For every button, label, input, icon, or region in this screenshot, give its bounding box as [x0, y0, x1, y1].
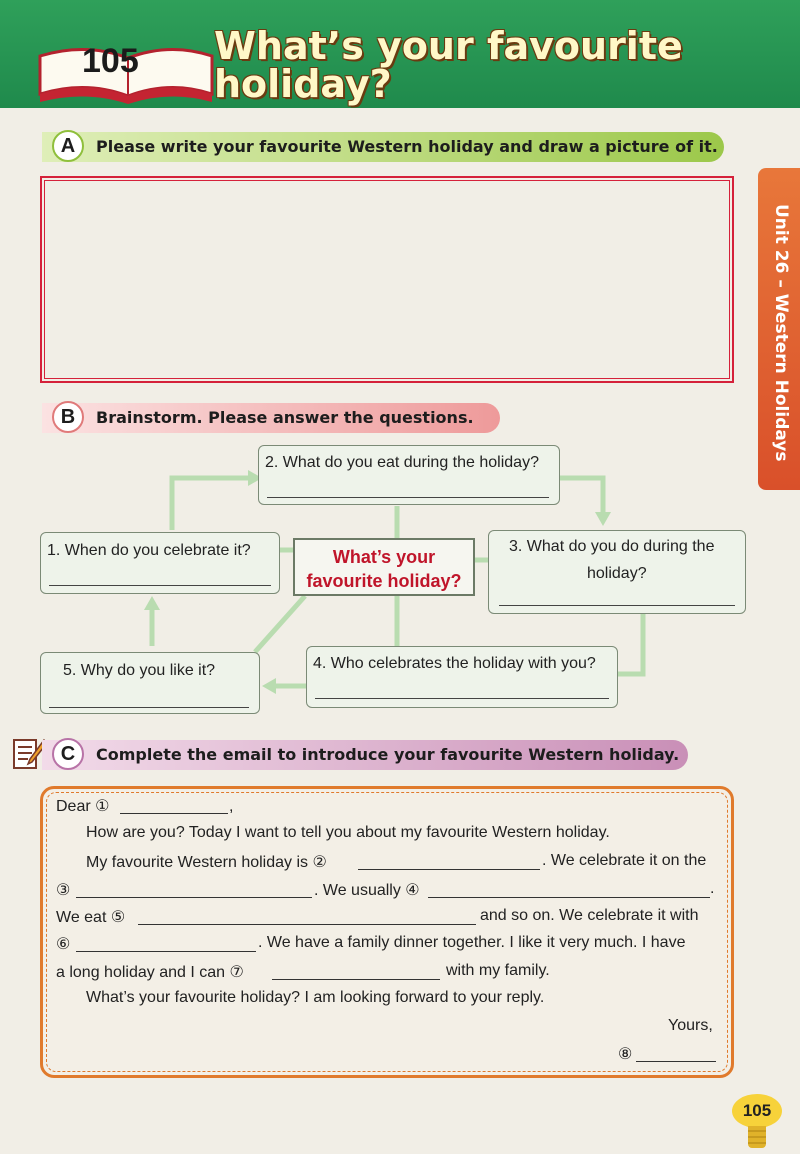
blank-4[interactable] — [428, 897, 710, 898]
question-box-5 — [40, 652, 260, 714]
question-box-3 — [488, 530, 746, 614]
section-b-instruction: Brainstorm. Please answer the questions. — [42, 403, 500, 433]
email-line-3b: . We usually ④ — [314, 882, 420, 899]
email-line-2a: My favourite Western holiday is ② — [86, 854, 327, 871]
blank-5[interactable] — [138, 924, 476, 925]
question-3-text-line1: 3. What do you do during the — [509, 538, 715, 555]
question-box-1 — [40, 532, 280, 594]
lightbulb-icon — [748, 1126, 766, 1148]
brainstorm-center-topic — [293, 538, 475, 596]
question-box-2 — [258, 445, 560, 505]
email-line-5a: ⑥ — [56, 936, 71, 953]
blank-8[interactable] — [636, 1061, 716, 1062]
page-title-line2: holiday? — [214, 62, 392, 106]
answer-line-1[interactable] — [49, 585, 271, 586]
section-c-instruction: Complete the email to introduce your favourite Western holiday. — [42, 740, 688, 770]
blank-7[interactable] — [272, 979, 440, 980]
email-line-6b: with my family. — [446, 962, 550, 979]
email-line-2b: . We celebrate it on the — [542, 852, 707, 869]
email-dear-comma: , — [229, 798, 234, 815]
email-signature-number: ⑧ — [618, 1046, 633, 1063]
unit-side-tab-label: Unit 26 – Western Holidays — [771, 204, 791, 462]
page-number: 105 — [732, 1094, 782, 1128]
question-2-text: 2. What do you eat during the holiday? — [265, 454, 539, 471]
email-line-6a: a long holiday and I can ⑦ — [56, 964, 244, 981]
blank-3[interactable] — [76, 897, 312, 898]
email-line-7: What’s your favourite holiday? I am looking forward to your reply. — [86, 989, 545, 1006]
blank-2[interactable] — [358, 869, 540, 870]
blank-6[interactable] — [76, 951, 256, 952]
answer-line-2[interactable] — [267, 497, 549, 498]
email-line-1: How are you? Today I want to tell you about my favourite Western holiday. — [86, 824, 610, 841]
email-line-5b: . We have a family dinner together. I like it very much. I have — [258, 934, 686, 951]
answer-line-5[interactable] — [49, 707, 249, 708]
question-3-text-line2: holiday? — [587, 565, 647, 582]
section-a-letter: A — [52, 130, 84, 162]
answer-line-3[interactable] — [499, 605, 735, 606]
question-1-text: 1. When do you celebrate it? — [47, 542, 251, 559]
email-line-4b: and so on. We celebrate it with — [480, 907, 699, 924]
section-a-instruction: Please write your favourite Western holiday and draw a picture of it. — [42, 132, 724, 162]
center-topic-line1: What’s your — [332, 547, 436, 567]
email-closing: Yours, — [668, 1017, 713, 1034]
lesson-number: 105 — [82, 42, 139, 80]
email-line-4a: We eat ⑤ — [56, 909, 126, 926]
question-4-text: 4. Who celebrates the holiday with you? — [313, 655, 596, 672]
page-title-line1: What’s your favourite — [214, 24, 683, 68]
section-c-letter: C — [52, 738, 84, 770]
question-5-text: 5. Why do you like it? — [63, 662, 216, 679]
email-dear: Dear ① — [56, 798, 110, 815]
answer-line-4[interactable] — [315, 698, 609, 699]
email-line-3a: ③ — [56, 882, 71, 899]
blank-1[interactable] — [120, 813, 228, 814]
question-box-4 — [306, 646, 618, 708]
center-topic-line2: favourite holiday? — [306, 571, 462, 591]
email-line-3c: . — [710, 880, 715, 897]
section-b-letter: B — [52, 401, 84, 433]
